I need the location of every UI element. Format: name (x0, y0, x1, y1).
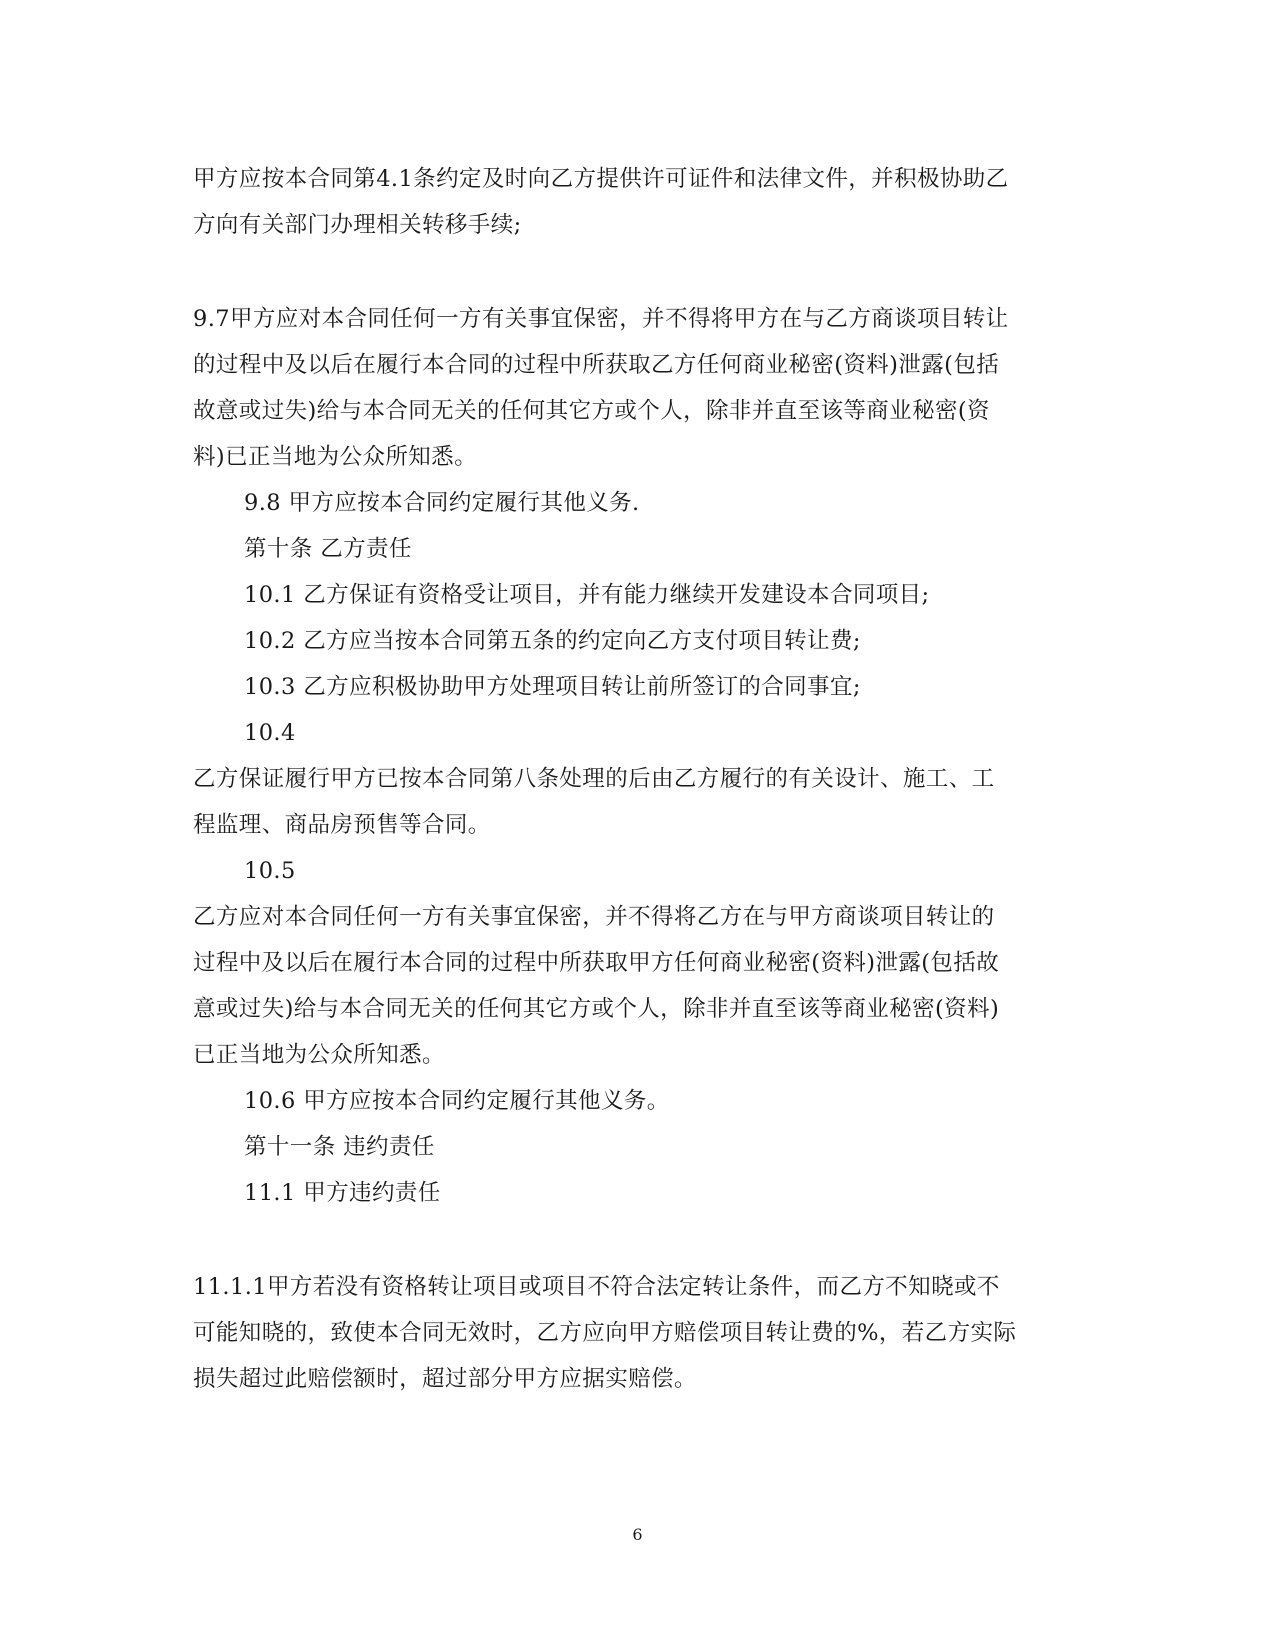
paragraph-line: 9.7甲方应对本合同任何一方有关事宜保密，并不得将甲方在与乙方商谈项目转让 (193, 306, 1009, 332)
paragraph-line: 故意或过失)给与本合同无关的任何其它方或个人，除非并直至该等商业秘密(资 (193, 398, 990, 424)
clause-line: 10.6 甲方应按本合同约定履行其他义务。 (244, 1088, 670, 1114)
paragraph-line: 甲方应按本合同第4.1条约定及时向乙方提供许可证件和法律文件，并积极协助乙 (193, 166, 1009, 192)
paragraph-line: 方向有关部门办理相关转移手续; (193, 212, 522, 238)
clause-line: 10.3 乙方应积极协助甲方处理项目转让前所签订的合同事宜; (244, 674, 861, 700)
paragraph-line: 可能知晓的，致使本合同无效时，乙方应向甲方赔偿项目转让费的%，若乙方实际 (193, 1320, 1017, 1346)
page-number: 6 (632, 1525, 643, 1544)
clause-line: 10.2 乙方应当按本合同第五条的约定向乙方支付项目转让费; (244, 628, 861, 654)
clause-line: 9.8 甲方应按本合同约定履行其他义务. (244, 490, 640, 516)
paragraph-line: 乙方保证履行甲方已按本合同第八条处理的后由乙方履行的有关设计、施工、工 (193, 766, 995, 792)
paragraph-line: 过程中及以后在履行本合同的过程中所获取甲方任何商业秘密(资料)泄露(包括故 (193, 950, 1000, 976)
clause-line: 11.1 甲方违约责任 (244, 1180, 441, 1206)
paragraph-line: 11.1.1甲方若没有资格转让项目或项目不符合法定转让条件，而乙方不知晓或不 (193, 1274, 1000, 1300)
paragraph-line: 料)已正当地为公众所知悉。 (193, 444, 477, 470)
paragraph-line: 乙方应对本合同任何一方有关事宜保密，并不得将乙方在与甲方商谈项目转让的 (193, 904, 995, 930)
paragraph-line: 已正当地为公众所知悉。 (193, 1042, 445, 1068)
paragraph-line: 意或过失)给与本合同无关的任何其它方或个人，除非并直至该等商业秘密(资料) (193, 996, 1000, 1022)
paragraph-line: 的过程中及以后在履行本合同的过程中所获取乙方任何商业秘密(资料)泄露(包括 (193, 352, 1000, 378)
paragraph-line: 损失超过此赔偿额时，超过部分甲方应据实赔偿。 (193, 1366, 697, 1392)
clause-line: 10.1 乙方保证有资格受让项目，并有能力继续开发建设本合同项目; (244, 582, 930, 608)
section-heading: 第十条 乙方责任 (244, 536, 412, 562)
clause-number: 10.5 (244, 858, 296, 884)
clause-number: 10.4 (244, 720, 296, 746)
paragraph-line: 程监理、商品房预售等合同。 (193, 812, 491, 838)
section-heading: 第十一条 违约责任 (244, 1134, 435, 1160)
